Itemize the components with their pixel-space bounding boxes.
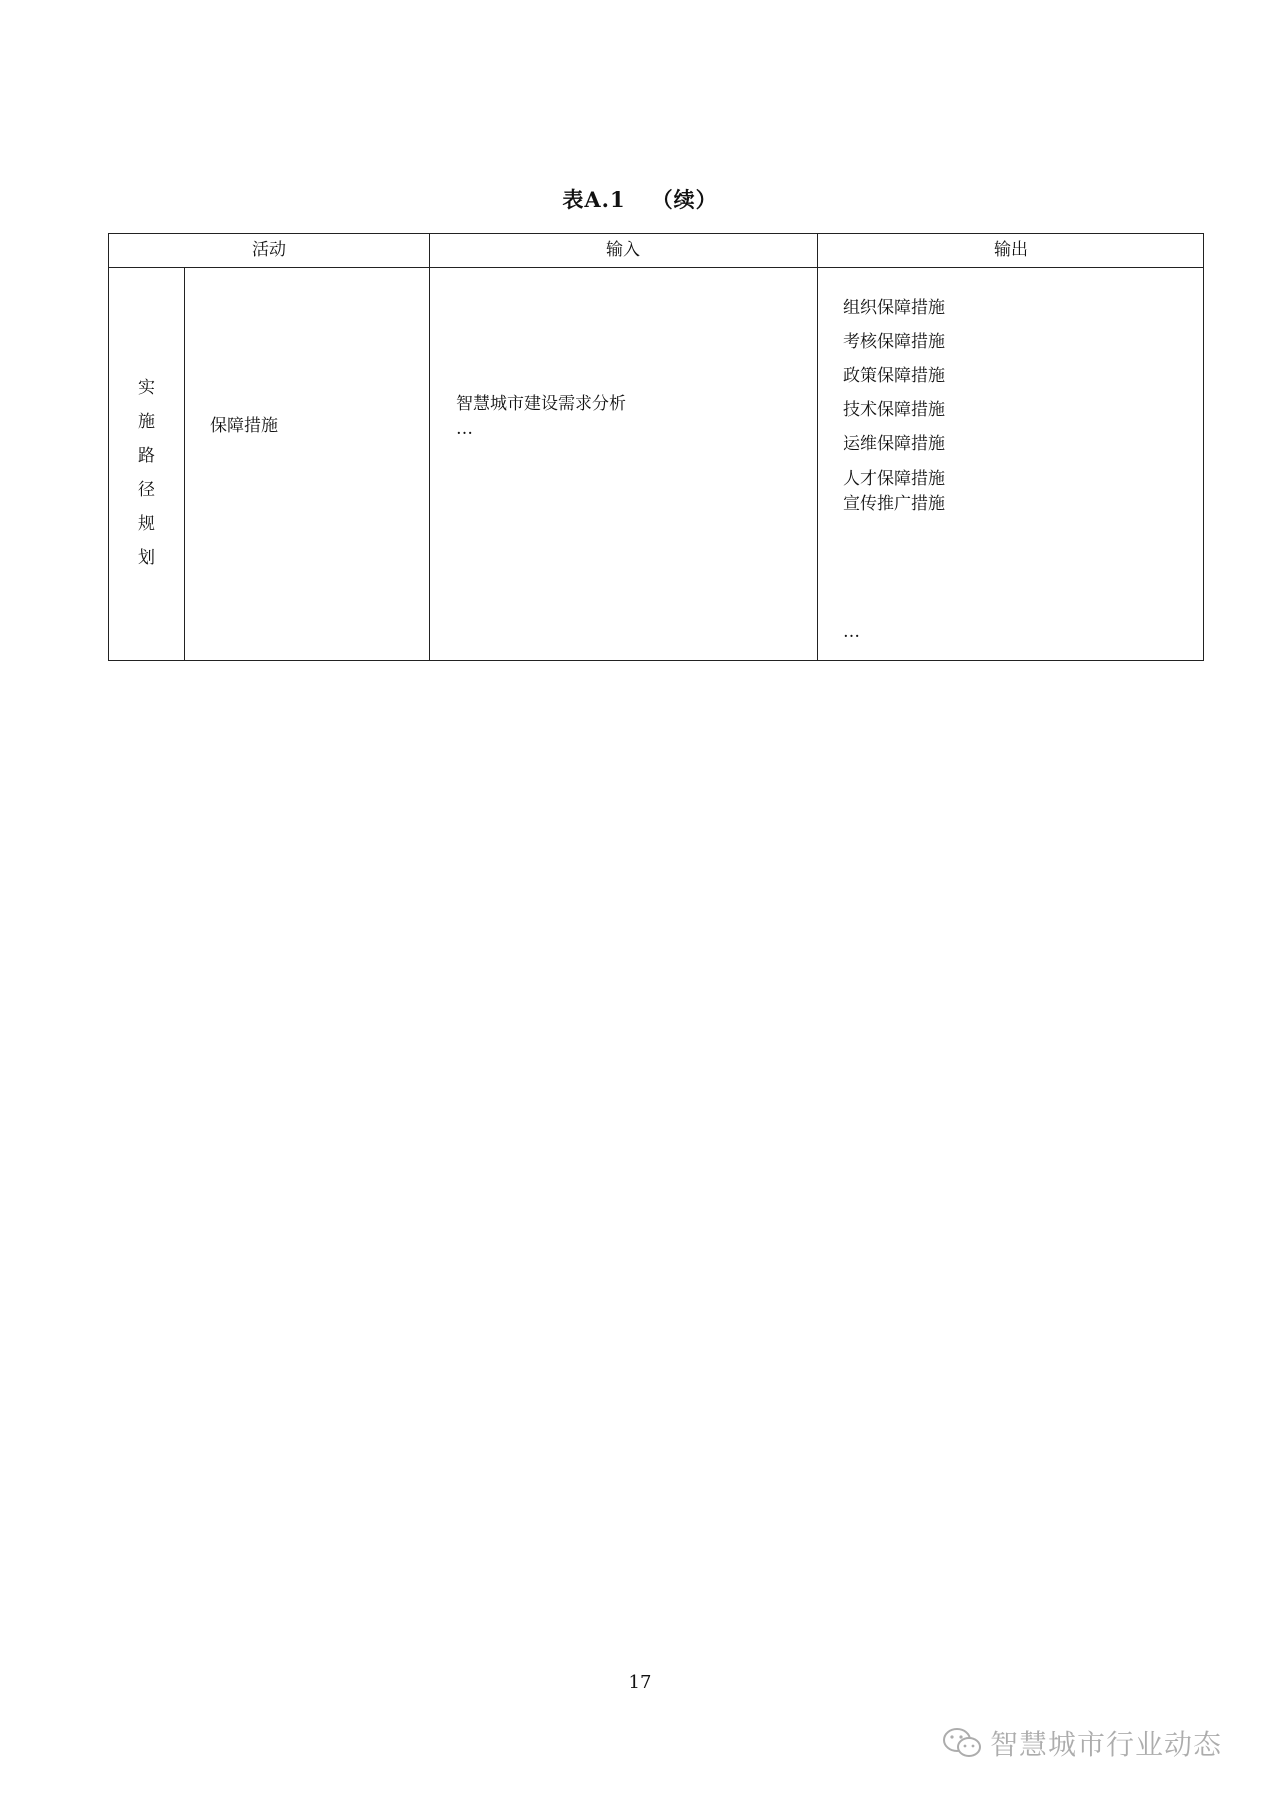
header-divider [109, 267, 1203, 268]
input-cell [456, 392, 626, 442]
input-item: … [456, 419, 473, 439]
output-item: 政策保障措施 [843, 366, 945, 386]
group-label-char: 径 [138, 480, 155, 500]
output-item: 组织保障措施 [843, 298, 945, 318]
input-item: 智慧城市建设需求分析 [456, 394, 626, 414]
column-divider-2 [817, 234, 818, 660]
column-divider-1 [429, 234, 430, 660]
output-item: 技术保障措施 [843, 400, 945, 420]
watermark [942, 1721, 1222, 1765]
output-item: 宣传推广措施 [843, 494, 945, 514]
output-item: 人才保障措施 [843, 469, 945, 489]
wechat-icon [942, 1726, 982, 1760]
page-number: 17 [628, 1672, 652, 1693]
output-item: 运维保障措施 [843, 434, 945, 454]
table-caption [0, 184, 1280, 214]
watermark-text: 智慧城市行业动态 [990, 1728, 1223, 1761]
header-output: 输出 [994, 240, 1028, 260]
table-continued-label: （续） [651, 187, 718, 212]
table-id: 表A.1 [562, 187, 626, 212]
group-label-char: 路 [138, 446, 155, 466]
header-activity: 活动 [252, 240, 286, 260]
group-label [109, 371, 184, 575]
group-label-char: 施 [138, 412, 155, 432]
header-input: 输入 [606, 240, 640, 260]
output-item: 考核保障措施 [843, 332, 945, 352]
group-label-char: 实 [138, 378, 155, 398]
group-divider [184, 267, 185, 660]
output-cell [843, 291, 945, 649]
group-label-char: 划 [138, 548, 155, 568]
activity-cell: 保障措施 [210, 416, 278, 436]
activity-table [108, 233, 1204, 661]
output-item: … [843, 622, 860, 642]
group-label-char: 规 [138, 514, 155, 534]
